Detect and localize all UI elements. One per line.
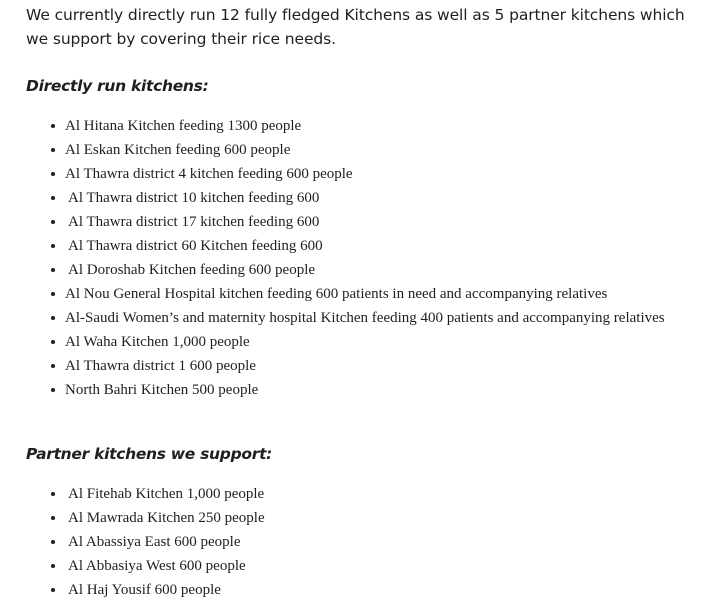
direct-kitchens-heading: Directly run kitchens: bbox=[26, 77, 209, 95]
list-item: North Bahri Kitchen 500 people bbox=[65, 378, 705, 402]
partner-kitchens-heading: Partner kitchens we support: bbox=[26, 445, 273, 463]
list-item: Al Haj Yousif 600 people bbox=[65, 578, 705, 602]
list-item: Al Nou General Hospital kitchen feeding 600 patients in need and accompanying relatives bbox=[65, 282, 705, 306]
list-item: Al Fitehab Kitchen 1,000 people bbox=[65, 482, 705, 506]
list-item: Al Thawra district 17 kitchen feeding 600 bbox=[65, 210, 705, 234]
list-item: Al Thawra district 10 kitchen feeding 600 bbox=[65, 186, 705, 210]
list-item: Al Waha Kitchen 1,000 people bbox=[65, 330, 705, 354]
list-item: Al Thawra district 60 Kitchen feeding 600 bbox=[65, 234, 705, 258]
list-item: Al Abbasiya West 600 people bbox=[65, 554, 705, 578]
direct-kitchens-list bbox=[26, 114, 705, 402]
list-item: Al Thawra district 1 600 people bbox=[65, 354, 705, 378]
list-item: Al Thawra district 4 kitchen feeding 600 people bbox=[65, 162, 705, 186]
list-item: Al Doroshab Kitchen feeding 600 people bbox=[65, 258, 705, 282]
list-item: Al Mawrada Kitchen 250 people bbox=[65, 506, 705, 530]
partner-kitchens-list bbox=[26, 482, 705, 602]
intro-paragraph: We currently directly run 12 fully fledged Kitchens as well as 5 partner kitchens which we support by covering their rice needs. bbox=[26, 6, 685, 48]
list-item: Al-Saudi Women’s and maternity hospital Kitchen feeding 400 patients and accompanying relatives bbox=[65, 306, 705, 330]
list-item: Al Hitana Kitchen feeding 1300 people bbox=[65, 114, 705, 138]
list-item: Al Abassiya East 600 people bbox=[65, 530, 705, 554]
list-item: Al Eskan Kitchen feeding 600 people bbox=[65, 138, 705, 162]
